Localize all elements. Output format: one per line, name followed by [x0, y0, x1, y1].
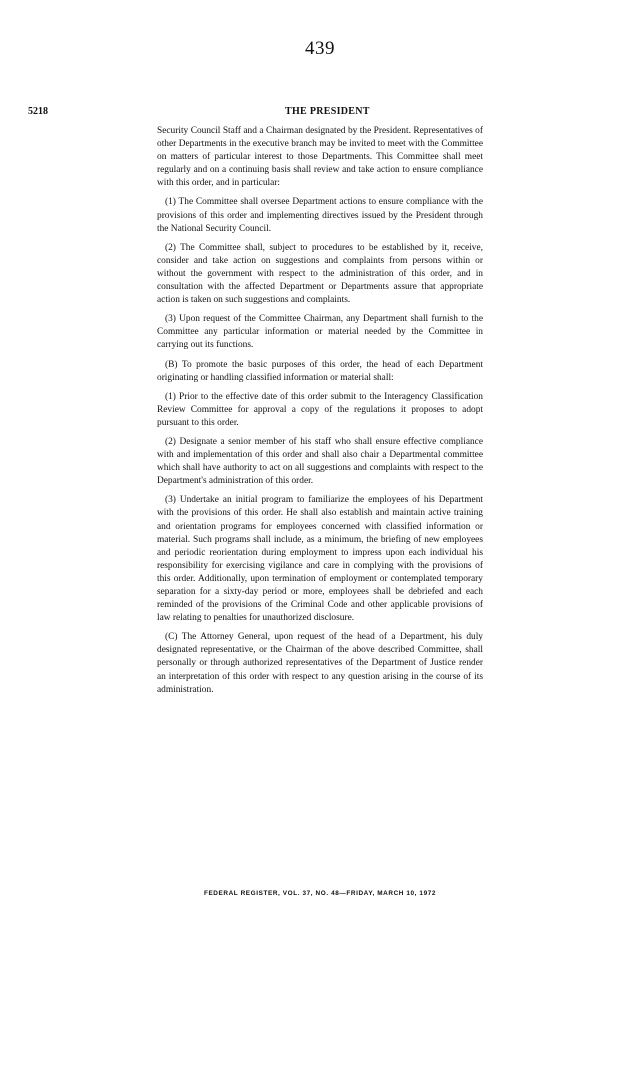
page-number: 439 — [305, 38, 335, 59]
paragraph-intro: Security Council Staff and a Chairman designated by the President. Representatives of other Departments in the executive branch may be invited to meet with the Committee on matters of particular interest to those Departments. This Committee shall meet regularly and on a continuing basis shall review and take action to ensure compliance with this order, and in particular: — [157, 126, 483, 189]
paragraph-b1: (1) Prior to the effective date of this order submit to the Interagency Classification Review Committee for approval a copy of the regulations it proposes to adopt pursuant to this order. — [157, 391, 483, 428]
paragraph-a3: (3) Upon request of the Committee Chairman, any Department shall furnish to the Committee any particular information or material needed by the Committee in carrying out its functions. — [157, 314, 483, 351]
body-text — [157, 125, 483, 703]
running-head: THE PRESIDENT — [285, 106, 370, 117]
paragraph-a2: (2) The Committee shall, subject to procedures to be established by it, receive, consider and take action on suggestions and complaints from persons within or without the government with respect to the administration of this order, and in consultation with the affected Department or Departments assure that appropriate action is taken on such suggestions and complaints. — [157, 242, 483, 306]
paragraph-a1: (1) The Committee shall oversee Department actions to ensure compliance with the provisions of this order and implementing directives issued by the President through the National Security Council. — [157, 197, 483, 234]
paragraph-b2: (2) Designate a senior member of his staff who shall ensure effective compliance with and implementation of this order and shall also chair a Departmental committee which shall have authority to act on all suggestions and complaints with respect to the Department's administration of this order. — [157, 436, 483, 487]
paragraph-b3: (3) Undertake an initial program to familiarize the employees of his Department with the provisions of this order. He shall also establish and maintain active training and orientation programs for employees concerned with classified information or material. Such programs shall include, as a minimum, the briefing of new employees and periodic reorientation during employment to impress upon each individual his responsibility for exercising vigilance and care in complying with the provisions of this order. Additionally, upon termination of employment or contemplated temporary separation for a sixty-day period or more, employees shall be debriefed and each reminded of the provisions of the Criminal Code and other applicable provisions of law relating to penalties for unauthorized disclosure. — [157, 495, 483, 624]
footer-citation: FEDERAL REGISTER, VOL. 37, NO. 48—FRIDAY, MARCH 10, 1972 — [203, 890, 437, 897]
paragraph-b: (B) To promote the basic purposes of this order, the head of each Department originating or handling classified information or material shall: — [157, 359, 483, 383]
paragraph-c: (C) The Attorney General, upon request of the head of a Department, his duly designated representative, or the Chairman of the above described Committee, shall personally or through authorized representatives of the Department of Justice render an interpretation of this order with respect to any question arising in the course of its administration. — [157, 632, 483, 695]
page-code: 5218 — [28, 106, 48, 117]
